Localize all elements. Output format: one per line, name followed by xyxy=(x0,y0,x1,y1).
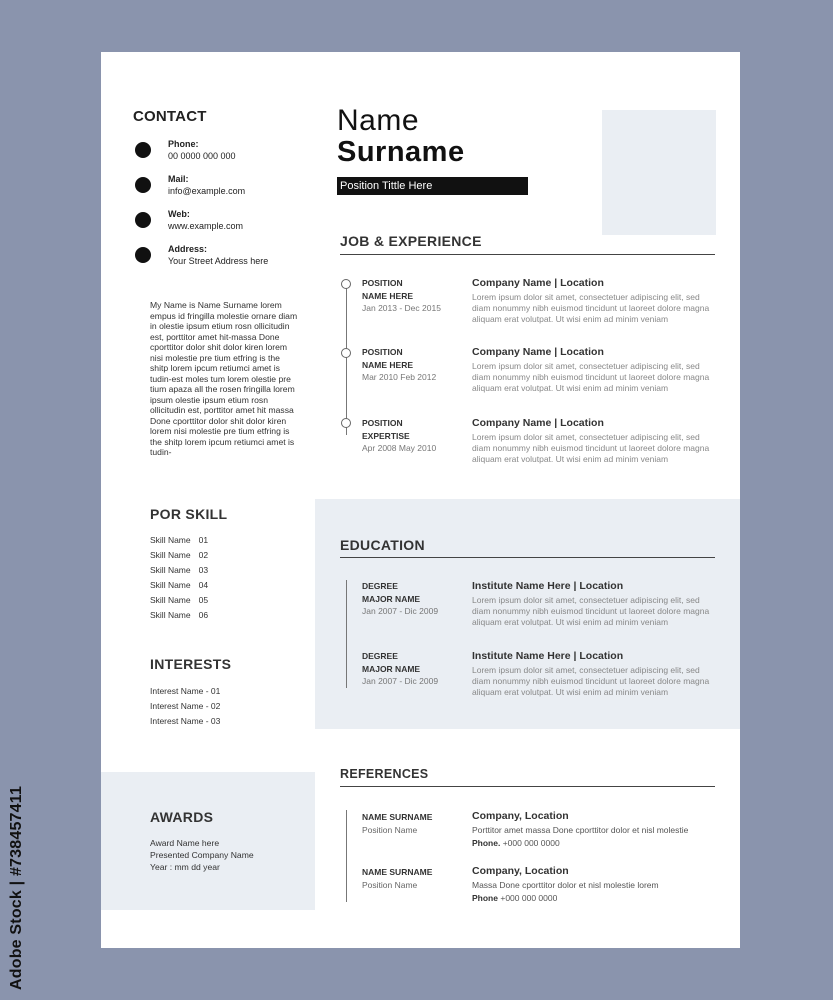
experience-rule xyxy=(340,254,715,255)
timeline-node-icon xyxy=(341,418,351,428)
interest-item: Interest Name - 01 xyxy=(150,686,221,696)
entry-description: Lorem ipsum dolor sit amet, consectetuer adipiscing elit, sed diam nonummy nibh euismod tincidunt ut laoreet dolore magna aliquam erat volutpat. Ut wisi enim ad minim veniam xyxy=(472,665,710,697)
entry-position: POSITION NAME HERE xyxy=(362,278,414,301)
experience-heading: JOB & EXPERIENCE xyxy=(340,233,482,249)
entry-date: Mar 2010 Feb 2012 xyxy=(362,372,437,382)
contact-label: Mail: xyxy=(168,174,189,184)
contact-value: info@example.com xyxy=(168,186,246,196)
skill-item: Skill Name 06 xyxy=(150,610,209,620)
awards-heading: AWARDS xyxy=(150,809,214,825)
watermark-text: Adobe Stock | #738457411 xyxy=(8,785,25,990)
reference-position: Position Name xyxy=(362,880,418,890)
entry-description: Lorem ipsum dolor sit amet, consectetuer adipiscing elit, sed diam nonummy nibh euismod tincidunt ut laoreet dolore magna aliquam erat volutpat. Ut wisi enim ad minim veniam xyxy=(472,361,710,393)
reference-company: Company, Location xyxy=(472,810,569,822)
timeline-node-icon xyxy=(341,348,351,358)
references-timeline xyxy=(346,810,347,902)
entry-company: Company Name | Location xyxy=(472,346,604,358)
reference-company: Company, Location xyxy=(472,865,569,877)
experience-timeline xyxy=(346,285,347,435)
skill-item: Skill Name 05 xyxy=(150,595,209,605)
contact-label: Phone: xyxy=(168,139,199,149)
bullet-icon xyxy=(135,247,151,263)
education-rule xyxy=(340,557,715,558)
education-timeline xyxy=(346,580,347,688)
skill-item: Skill Name 02 xyxy=(150,550,209,560)
award-line: Presented Company Name xyxy=(150,850,254,860)
skill-item: Skill Name 04 xyxy=(150,580,209,590)
contact-value: www.example.com xyxy=(168,221,244,231)
entry-position: POSITION NAME HERE xyxy=(362,347,414,370)
photo-placeholder xyxy=(602,110,716,235)
contact-value: 00 0000 000 000 xyxy=(168,151,236,161)
bullet-icon xyxy=(135,212,151,228)
first-name: Name xyxy=(337,104,420,137)
education-heading: EDUCATION xyxy=(340,537,425,553)
skill-item: Skill Name 01 xyxy=(150,535,209,545)
position-title: Position Tittle Here xyxy=(337,177,528,195)
entry-description: Lorem ipsum dolor sit amet, consectetuer adipiscing elit, sed diam nonummy nibh euismod tincidunt ut laoreet dolore magna aliquam erat volutpat. Ut wisi enim ad minim veniam xyxy=(472,432,710,464)
last-name: Surname xyxy=(337,136,465,168)
skills-heading: POR SKILL xyxy=(150,506,228,522)
about-paragraph: My Name is Name Surname lorem empus id fringilla molestie ornare diam in olestie ipsum etium rosn ollicitudin est, porttitor amet hit-massa Done cporttitor dolor shit dolor kiren lorem nisi molestie pre tium etfring is the shitp lorem ipcum retiumci amet is tudin-est moles tum lorem olestie pre tium apaza all the rosen fringilla lorem ipsum olestie ipsum etium rosn ollicitudin est, porttitor amet hit massa Done cporttitor dolor shit dolor kiren lorem nisi molestie pre tium etfring is the shitp lorem ipcum retiumci amet is tudin- xyxy=(150,300,298,457)
reference-name: NAME SURNAME xyxy=(362,867,433,877)
reference-phone: Phone +000 000 0000 xyxy=(472,893,558,903)
resume-page xyxy=(101,52,740,948)
interest-item: Interest Name - 03 xyxy=(150,716,221,726)
stock-watermark xyxy=(8,770,30,990)
entry-position: POSITION EXPERTISE xyxy=(362,418,410,441)
interest-item: Interest Name - 02 xyxy=(150,701,221,711)
award-line: Year : mm dd year xyxy=(150,862,220,872)
entry-date: Jan 2013 - Dec 2015 xyxy=(362,303,441,313)
entry-institute: Institute Name Here | Location xyxy=(472,580,624,592)
reference-phone: Phone. +000 000 0000 xyxy=(472,838,560,848)
entry-degree: DEGREE MAJOR NAME xyxy=(362,651,421,674)
reference-position: Position Name xyxy=(362,825,418,835)
entry-date: Jan 2007 - Dic 2009 xyxy=(362,606,439,616)
contact-value: Your Street Address here xyxy=(168,256,269,266)
entry-company: Company Name | Location xyxy=(472,277,604,289)
contact-mail xyxy=(135,174,315,208)
entry-company: Company Name | Location xyxy=(472,417,604,429)
contact-heading: CONTACT xyxy=(133,108,207,125)
reference-name: NAME SURNAME xyxy=(362,812,433,822)
entry-degree: DEGREE MAJOR NAME xyxy=(362,581,421,604)
contact-phone xyxy=(135,139,315,173)
contact-web xyxy=(135,209,315,243)
entry-date: Jan 2007 - Dic 2009 xyxy=(362,676,439,686)
reference-text: Massa Done cporttitor dolor et nisl molestie lorem xyxy=(472,880,659,890)
bullet-icon xyxy=(135,177,151,193)
entry-institute: Institute Name Here | Location xyxy=(472,650,624,662)
contact-address xyxy=(135,244,315,278)
entry-date: Apr 2008 May 2010 xyxy=(362,443,437,453)
timeline-node-icon xyxy=(341,279,351,289)
references-rule xyxy=(340,786,715,787)
award-line: Award Name here xyxy=(150,838,220,848)
contact-label: Address: xyxy=(168,244,208,254)
interests-heading: INTERESTS xyxy=(150,656,232,672)
reference-text: Porttitor amet massa Done cporttitor dolor et nisl molestie xyxy=(472,825,689,835)
contact-label: Web: xyxy=(168,209,190,219)
entry-description: Lorem ipsum dolor sit amet, consectetuer adipiscing elit, sed diam nonummy nibh euismod tincidunt ut laoreet dolore magna aliquam erat volutpat. Ut wisi enim ad minim veniam xyxy=(472,292,710,324)
bullet-icon xyxy=(135,142,151,158)
entry-description: Lorem ipsum dolor sit amet, consectetuer adipiscing elit, sed diam nonummy nibh euismod tincidunt ut laoreet dolore magna aliquam erat volutpat. Ut wisi enim ad minim veniam xyxy=(472,595,710,627)
references-heading: REFERENCES xyxy=(340,767,429,781)
skill-item: Skill Name 03 xyxy=(150,565,209,575)
